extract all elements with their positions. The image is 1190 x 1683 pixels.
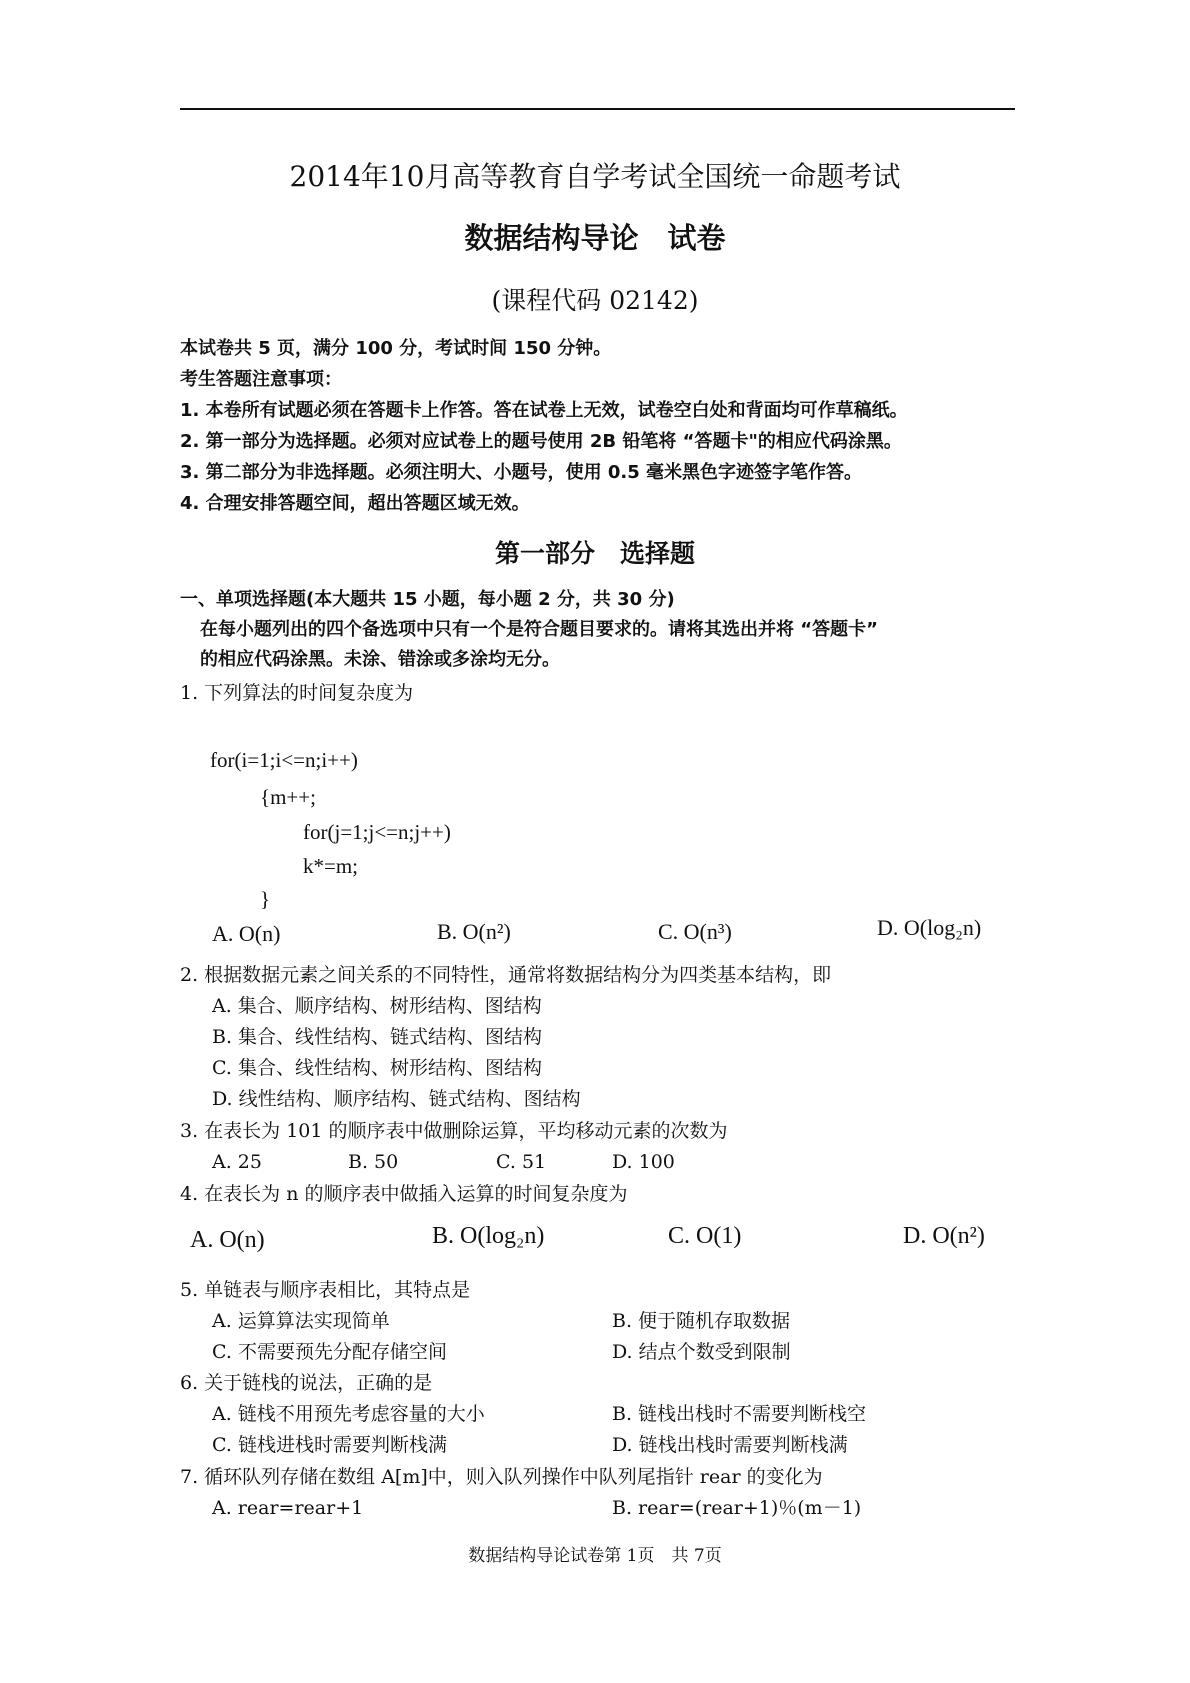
- question-stem: 4. 在表长为 n 的顺序表中做插入运算的时间复杂度为: [180, 1183, 628, 1205]
- option-b: B. O(n²): [437, 919, 511, 944]
- question-stem: 5. 单链表与顺序表相比，其特点是: [180, 1279, 471, 1301]
- notes-summary: 本试卷共 5 页，满分 100 分，考试时间 150 分钟。: [180, 338, 612, 359]
- option-c: C. 51: [496, 1151, 547, 1173]
- option-c: C. 集合、线性结构、树形结构、图结构: [212, 1057, 542, 1079]
- option-d: D. O(n²): [903, 1223, 985, 1249]
- code-line: for(j=1;j<=n;j++): [303, 820, 451, 844]
- page-footer: 数据结构导论试卷第 1页 共 7页: [468, 1546, 722, 1566]
- section-title: 一、单项选择题(本大题共 15 小题，每小题 2 分，共 30 分): [180, 589, 675, 610]
- option-b: B. rear=(rear+1)％(m－1): [612, 1497, 862, 1519]
- code-line: k*=m;: [303, 854, 359, 878]
- option-a: A. 25: [212, 1151, 262, 1173]
- option-a: A. O(n): [190, 1227, 265, 1253]
- code-line: }: [260, 887, 271, 911]
- code-line: {m++;: [260, 785, 316, 809]
- option-b: B. O(log₂n): [432, 1223, 545, 1249]
- option-d: D. O(log₂n): [877, 915, 982, 940]
- question-stem: 3. 在表长为 101 的顺序表中做删除运算，平均移动元素的次数为: [180, 1120, 728, 1142]
- paper-subtitle: 数据结构导论 试卷: [464, 221, 726, 255]
- option-d: D. 链栈出栈时需要判断栈满: [612, 1434, 848, 1456]
- section-instruction: 在每小题列出的四个备选项中只有一个是符合题目要求的。请将其选出并将 “答题卡”: [200, 619, 878, 640]
- option-c: C. O(1): [668, 1223, 742, 1249]
- top-rule: [180, 108, 1015, 110]
- option-b: B. 50: [348, 1151, 399, 1173]
- code-line: for(i=1;i<=n;i++): [210, 748, 358, 772]
- exam-title: 2014年10月高等教育自学考试全国统一命题考试: [289, 160, 901, 193]
- notes-heading: 考生答题注意事项：: [180, 369, 342, 390]
- option-a: A. rear=rear+1: [212, 1497, 364, 1519]
- option-b: B. 链栈出栈时不需要判断栈空: [612, 1403, 867, 1425]
- option-a: A. 集合、顺序结构、树形结构、图结构: [212, 995, 542, 1017]
- note-item: 1. 本卷所有试题必须在答题卡上作答。答在试卷上无效，试卷空白处和背面均可作草稿纸。: [180, 400, 908, 421]
- option-c: C. 链栈进栈时需要判断栈满: [212, 1434, 447, 1456]
- part-title: 第一部分 选择题: [494, 539, 695, 568]
- note-item: 4. 合理安排答题空间，超出答题区域无效。: [180, 493, 530, 514]
- question-stem: 1. 下列算法的时间复杂度为: [180, 682, 414, 704]
- option-a: A. 链栈不用预先考虑容量的大小: [212, 1403, 485, 1425]
- option-c: C. O(n³): [658, 919, 732, 944]
- note-item: 2. 第一部分为选择题。必须对应试卷上的题号使用 2B 铅笔将 “答题卡"的相应代码涂黑。: [180, 431, 902, 452]
- option-b: B. 便于随机存取数据: [612, 1310, 791, 1332]
- option-c: C. 不需要预先分配存储空间: [212, 1341, 447, 1363]
- note-item: 3. 第二部分为非选择题。必须注明大、小题号，使用 0.5 毫米黑色字迹签字笔作答。: [180, 462, 863, 483]
- section-instruction: 的相应代码涂黑。未涂、错涂或多涂均无分。: [200, 649, 560, 670]
- course-code: (课程代码 02142): [491, 286, 699, 315]
- option-b: B. 集合、线性结构、链式结构、图结构: [212, 1026, 543, 1048]
- question-stem: 2. 根据数据元素之间关系的不同特性，通常将数据结构分为四类基本结构，即: [180, 964, 832, 986]
- option-d: D. 结点个数受到限制: [612, 1341, 791, 1363]
- option-d: D. 线性结构、顺序结构、链式结构、图结构: [212, 1088, 581, 1110]
- option-a: A. 运算算法实现简单: [212, 1310, 390, 1332]
- option-d: D. 100: [612, 1151, 675, 1173]
- option-a: A. O(n): [212, 921, 281, 946]
- question-stem: 6. 关于链栈的说法，正确的是: [180, 1372, 433, 1394]
- question-stem: 7. 循环队列存储在数组 A[m]中，则入队列操作中队列尾指针 rear 的变化为: [180, 1466, 823, 1488]
